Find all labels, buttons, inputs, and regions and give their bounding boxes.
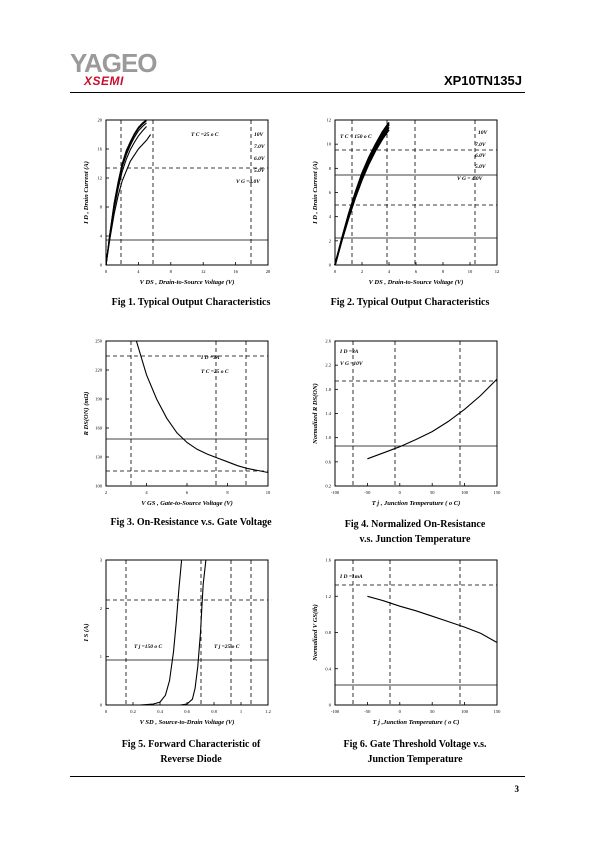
y-tick-label: 190 (95, 396, 102, 402)
x-axis-label: T j ,Junction Temperature ( o C) (372, 719, 460, 726)
chart-annotation: V G =4.0V (236, 179, 260, 185)
y-tick-label: 2 (99, 605, 102, 611)
plot-frame (335, 560, 497, 705)
y-tick-label: 12 (97, 175, 102, 181)
chart-fig3 (76, 333, 276, 513)
y-tick-label: 0 (99, 702, 102, 708)
y-tick-label: 1 (99, 654, 102, 660)
series-line (106, 123, 147, 265)
x-tick-label: 4 (387, 269, 391, 274)
figure-5 (76, 552, 276, 732)
chart-annotation: 6.0V (475, 153, 486, 159)
plot-frame (335, 120, 497, 265)
plot-area (312, 118, 499, 287)
page-number: 3 (514, 784, 519, 794)
x-tick-label: -100 (330, 709, 340, 714)
caption-line: Fig 4. Normalized On-Resistance (344, 519, 486, 530)
chart-annotation: T j =150 o C (134, 644, 163, 650)
y-tick-label: 8 (99, 204, 102, 210)
plot-area (83, 118, 271, 287)
y-axis-label: R DS(ON) (mΩ) (83, 391, 90, 436)
chart-annotation: 6.0V (254, 156, 265, 162)
plot-area (312, 339, 501, 508)
y-tick-label: 12 (326, 117, 331, 123)
x-tick-label: 150 (493, 709, 501, 714)
chart-annotation: T C =25 o C (191, 132, 219, 138)
figure-6-caption (315, 737, 515, 767)
y-tick-label: 100 (95, 483, 102, 489)
series-line (180, 560, 206, 705)
y-tick-label: 160 (95, 425, 102, 431)
y-axis-label: I S (A) (83, 623, 90, 642)
caption-line: Fig 3. On-Resistance v.s. Gate Voltage (110, 517, 272, 528)
caption-line: Fig 5. Forward Characteristic of (121, 739, 261, 750)
chart-annotation: 10V (478, 130, 488, 136)
x-tick-label: 6 (414, 269, 418, 274)
x-tick-label: 20 (265, 269, 271, 274)
y-tick-label: 6 (328, 190, 331, 195)
chart-annotation: 5.0V (254, 168, 265, 174)
series-line (335, 122, 389, 265)
x-tick-label: 2 (360, 269, 364, 274)
y-tick-label: 4 (99, 233, 102, 239)
x-tick-label: 6 (185, 490, 189, 495)
logo-sub-text: XSEMI (84, 74, 124, 88)
x-tick-label: 16 (233, 269, 238, 274)
caption-line: Junction Temperature (367, 754, 463, 765)
y-tick-label: 0.8 (325, 630, 331, 635)
figure-1-caption (96, 297, 286, 308)
x-tick-label: 1 (239, 709, 243, 714)
chart-annotation: I D =1mA (340, 574, 363, 580)
figure-6 (305, 552, 505, 732)
company-logo (70, 50, 180, 90)
figure-5-caption (96, 737, 286, 767)
series-line (335, 125, 389, 265)
x-tick-label: 0 (104, 709, 108, 714)
y-tick-label: 2 (328, 238, 331, 244)
figure-3-caption (96, 517, 286, 528)
x-tick-label: 8 (226, 490, 229, 495)
chart-annotation: V G = 4.0V (457, 176, 483, 182)
x-tick-label: 0 (398, 490, 401, 495)
y-tick-label: 1.6 (325, 557, 331, 563)
series-line (335, 127, 389, 265)
x-axis-label: V SD , Source-to-Drain Voltage (V) (139, 719, 235, 726)
y-tick-label: 8 (328, 165, 331, 171)
plot-area (83, 339, 271, 508)
x-tick-label: 4 (137, 269, 140, 274)
x-tick-label: 50 (429, 709, 435, 714)
x-tick-label: 0 (104, 269, 108, 274)
logo-main-text: YAGEO (70, 48, 157, 78)
y-tick-label: 0.6 (325, 459, 331, 465)
y-tick-label: 2.2 (325, 362, 331, 368)
x-tick-label: 0.4 (157, 709, 163, 714)
x-tick-label: 4 (145, 490, 148, 495)
caption-line: v.s. Junction Temperature (359, 534, 471, 545)
chart-fig4 (305, 333, 505, 513)
chart-fig1 (76, 112, 276, 292)
x-tick-label: 2 (104, 490, 108, 495)
chart-annotation: 10V (254, 132, 264, 138)
x-axis-label: V GS , Gate-to-Source Voltage (V) (141, 500, 233, 507)
figure-4 (305, 333, 505, 513)
x-axis-label: V DS , Drain-to-Source Voltage (V) (368, 279, 464, 286)
y-tick-label: 4 (328, 214, 331, 220)
y-axis-label: Normalized V GS(th) (312, 604, 319, 661)
chart-annotation: 5.0V (475, 164, 486, 170)
part-number: XP10TN135J (443, 73, 522, 88)
y-tick-label: 1.0 (325, 435, 331, 441)
y-tick-label: 0.4 (325, 666, 331, 672)
caption-line: Fig 2. Typical Output Characteristics (330, 297, 490, 308)
chart-annotation: 7.0V (475, 142, 486, 148)
x-tick-label: 12 (200, 269, 206, 274)
chart-annotation: 7.0V (254, 144, 265, 150)
series-line (367, 379, 497, 459)
x-tick-label: 0 (333, 269, 337, 274)
figure-2 (305, 112, 505, 292)
y-tick-label: 3 (99, 557, 102, 563)
y-tick-label: 220 (95, 367, 102, 373)
x-tick-label: 1.2 (265, 709, 271, 714)
x-axis-label: V DS , Drain-to-Source Voltage (V) (139, 279, 235, 286)
chart-annotation: T C = 150 o C (340, 134, 372, 140)
x-tick-label: 0.8 (211, 709, 217, 714)
x-tick-label: 10 (467, 269, 473, 274)
figure-2-caption (315, 297, 505, 308)
chart-fig6 (305, 552, 505, 732)
x-tick-label: 150 (493, 490, 501, 495)
x-tick-label: -50 (364, 490, 371, 495)
x-tick-label: 100 (461, 709, 468, 714)
y-tick-label: 0 (328, 262, 331, 268)
y-tick-label: 1.2 (325, 593, 331, 599)
x-tick-label: 8 (441, 269, 445, 274)
chart-fig5 (76, 552, 276, 732)
y-tick-label: 16 (97, 146, 102, 152)
x-tick-label: 12 (494, 269, 500, 274)
series-line (367, 596, 497, 642)
plot-area (83, 558, 271, 727)
plot-area (312, 558, 501, 727)
chart-annotation: V G =10V (340, 361, 363, 367)
y-tick-label: 20 (97, 117, 102, 123)
x-tick-label: -50 (364, 709, 371, 714)
footer-rule (70, 776, 525, 777)
x-tick-label: 50 (429, 490, 435, 495)
plot-frame (106, 560, 268, 705)
y-tick-label: 1.4 (325, 411, 331, 416)
series-line (335, 124, 389, 265)
chart-annotation: I D =3A (340, 349, 359, 355)
x-tick-label: 0.2 (130, 709, 136, 714)
y-tick-label: 10 (326, 141, 331, 147)
y-axis-label: I D , Drain Current (A) (83, 161, 90, 224)
series-line (106, 120, 147, 265)
x-tick-label: -100 (330, 490, 340, 495)
y-axis-label: Normalized R DS(ON) (312, 383, 319, 444)
figure-3 (76, 333, 276, 513)
chart-fig2 (305, 112, 505, 292)
y-tick-label: 1.8 (325, 386, 331, 392)
x-tick-label: 0 (398, 709, 401, 714)
y-tick-label: 0 (328, 702, 331, 708)
y-tick-label: 2.6 (325, 338, 331, 344)
caption-line: Fig 6. Gate Threshold Voltage v.s. (343, 739, 487, 750)
x-axis-label: T j , Junction Temperature ( o C) (371, 500, 461, 507)
header-rule (70, 92, 525, 93)
caption-line: Reverse Diode (160, 754, 222, 765)
figure-4-caption (315, 517, 515, 547)
x-tick-label: 0.6 (184, 709, 190, 714)
chart-annotation: T j =25 o C (214, 644, 240, 650)
figure-1 (76, 112, 276, 292)
series-line (106, 121, 147, 265)
series-line (140, 560, 182, 705)
x-tick-label: 10 (265, 490, 271, 495)
x-tick-label: 100 (461, 490, 468, 495)
chart-annotation: T C =25 o C (201, 369, 229, 375)
y-tick-label: 130 (95, 454, 102, 460)
x-tick-label: 8 (169, 269, 172, 274)
caption-line: Fig 1. Typical Output Characteristics (111, 297, 271, 308)
plot-frame (106, 341, 268, 486)
chart-annotation: I D =3A (201, 355, 220, 361)
y-tick-label: 0.2 (325, 483, 331, 489)
y-axis-label: I D , Drain Current (A) (312, 161, 319, 224)
y-tick-label: 250 (95, 338, 102, 344)
y-tick-label: 0 (99, 262, 102, 268)
